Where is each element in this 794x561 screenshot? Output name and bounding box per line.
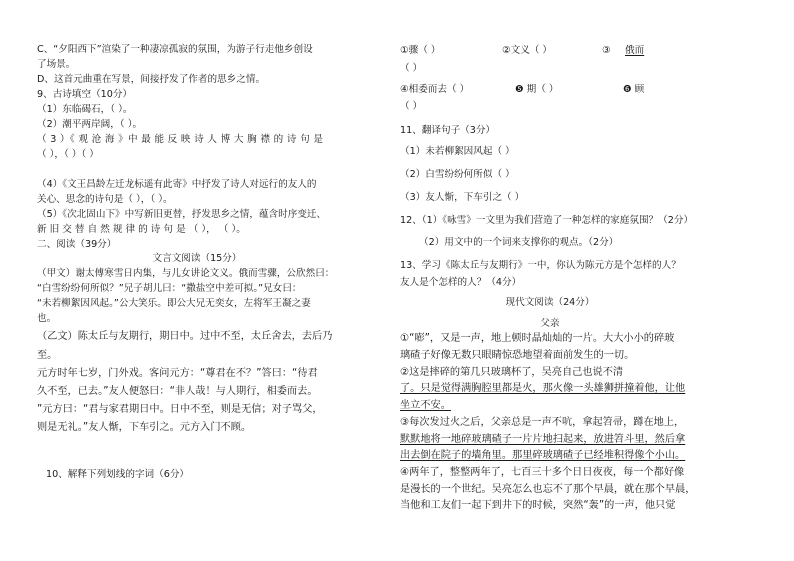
- passage-jia-line2: “白雪纷纷何所似？”兄子胡儿曰：“撒盐空中差可拟。”兄女曰：: [37, 283, 302, 294]
- para-line-8: 出去倒在院子的墙角里。那里碎玻璃碴子已经堆积得像个小山。: [400, 450, 686, 461]
- para-line-9: ④两年了，整整两年了，七百三十多个日日夜夜，每一个都好像: [400, 467, 685, 478]
- passage-yi-line4: 久不至，已去。”友人便怒曰：“非人哉！与人期行，相委而去。: [37, 386, 318, 397]
- section-2-title: 二、阅读（39分）: [37, 239, 117, 250]
- q10-item-6-blank: （ ）: [400, 101, 423, 112]
- para-line-10: 是漫长的一个世纪。吴亮怎么也忘不了那个早晨，就在那个早晨，: [400, 484, 696, 495]
- para-line-7: 默默地将一地碎玻璃碴子一片片地扫起来，放进笤斗里，然后拿: [400, 434, 686, 445]
- article-title: 父亲: [540, 318, 560, 329]
- passage-yi-line3: 元方时年七岁，门外戏。客问元方：“尊君在不？”答曰：“待君: [37, 368, 318, 379]
- q10-item-2: ②文义（ ）: [502, 45, 553, 56]
- para-line-11: 当他和工友们一起下到井下的时候，突然“轰”的一声，他只觉: [400, 500, 676, 511]
- q9-item-1: （1）东临碣石，（ ）。: [37, 104, 133, 115]
- q9-item-5-line1: （5）《次北固山下》中写新旧更替，抒发思乡之情，蕴含时序变迁、: [37, 209, 327, 220]
- para-line-2: 璃碴子好像无数只眼睛惊恐地望着面前发生的一切。: [400, 350, 635, 361]
- q9-item-3-line1: （ 3 ）《 观 沧 海 》中 最 能 反 映 诗 人 博 大 胸 襟 的 诗 句 是: [37, 134, 324, 145]
- passage-yi-line1: （乙文）陈太丘与友期行，期日中。过中不至，太丘舍去，去后乃: [37, 331, 333, 342]
- para-line-4: 了。只是觉得满胸腔里都是火，那火像一头雄狮拼撞着他，让他: [400, 383, 686, 394]
- q9-item-4-line2: 关心、思念的诗句是（ ），（ ）。: [37, 194, 173, 205]
- q10-title: 10、解释下列划线的字词（6分）: [46, 469, 190, 480]
- q11-item-2: （2）白雪纷纷何所似（ ）: [400, 169, 515, 180]
- q9-title: 9、古诗填空（10分）: [37, 89, 133, 100]
- passage-jia-line3: “未若柳絮因风起。”公大笑乐。即公大兄无奕女，左将军王凝之妻: [37, 298, 311, 309]
- q8-option-c-line2: 了场景。: [37, 59, 76, 70]
- q9-item-5-line2: 新 旧 交 替 自 然 规 律 的 诗 句 是 （ ）， （ ）。: [37, 224, 246, 235]
- q10-item-4: ④相委而去（ ）: [400, 84, 470, 95]
- para-line-5: 坐立不安。: [400, 400, 451, 411]
- q12-part-1: 12、（1）《咏雪》一文里为我们营造了一种怎样的家庭氛围？（2分）: [400, 215, 694, 226]
- q11-item-3: （3）友人惭，下车引之（ ）: [400, 192, 525, 203]
- q13-line2: 友人是个怎样的人？（4分）: [400, 277, 522, 288]
- q10-item-1: ①骤（ ）: [400, 45, 441, 56]
- para-line-6: ③每次发过火之后，父亲总是一声不吭，拿起笤帚，蹲在地上，: [400, 417, 685, 428]
- passage-yi-line6: 则是无礼。”友人惭，下车引之。元方入门不顾。: [37, 422, 252, 433]
- q11-title: 11、翻译句子（3分）: [400, 125, 496, 136]
- passage-yi-line5: ”元方曰：“君与家君期日中。日中不至，则是无信；对子骂父，: [37, 404, 323, 415]
- q13-line1: 13、学习《陈太丘与友期行》一中，你认为陈元方是个怎样的人？: [400, 260, 681, 271]
- q10-item-3-word: 俄而: [625, 45, 645, 56]
- para-line-3: ②这是摔碎的第几只玻璃杯了，吴亮自己也说不清: [400, 367, 624, 378]
- q11-item-1: （1）未若柳絮因风起（ ）: [400, 146, 515, 157]
- passage-jia-line1: （甲文）谢太傅寒雪日内集，与儿女讲论文义。俄而雪骤，公欣然曰：: [37, 268, 335, 279]
- q10-item-3-num: ③: [602, 45, 611, 56]
- q9-item-2: （2）潮平两岸阔，（ ）。: [37, 119, 143, 130]
- classical-reading-title: 文言文阅读（15分）: [152, 253, 242, 264]
- passage-jia-line4: 也。: [37, 313, 57, 324]
- q9-item-4-line1: （4）《文王昌龄左迁龙标遥有此寄》中抒发了诗人对远行的友人的: [37, 179, 317, 190]
- q12-part-2: （2）用文中的一个词来支撑你的观点。（2分）: [419, 237, 619, 248]
- q10-item-5: ❺ 期（ ）: [515, 84, 559, 95]
- q8-option-c-line1: C、“夕阳西下”渲染了一种凄凉孤寂的氛围，为游子行走他乡创设: [37, 44, 313, 55]
- modern-reading-title: 现代文阅读（24分）: [505, 297, 595, 308]
- q10-item-3-blank: （ ）: [400, 63, 423, 74]
- q8-option-d: D、这首元曲重在写景，间接抒发了作者的思乡之情。: [37, 74, 266, 85]
- para-line-1: ①“嘭”，又是一声，地上顿时晶灿灿的一片。大大小小的碎玻: [400, 333, 675, 344]
- passage-yi-line2: 至。: [37, 350, 58, 361]
- q9-item-3-line2: （ ），（ ）（ ）: [37, 149, 99, 160]
- q10-item-6: ❻ 顾: [623, 84, 645, 95]
- right-column: [397, 0, 794, 561]
